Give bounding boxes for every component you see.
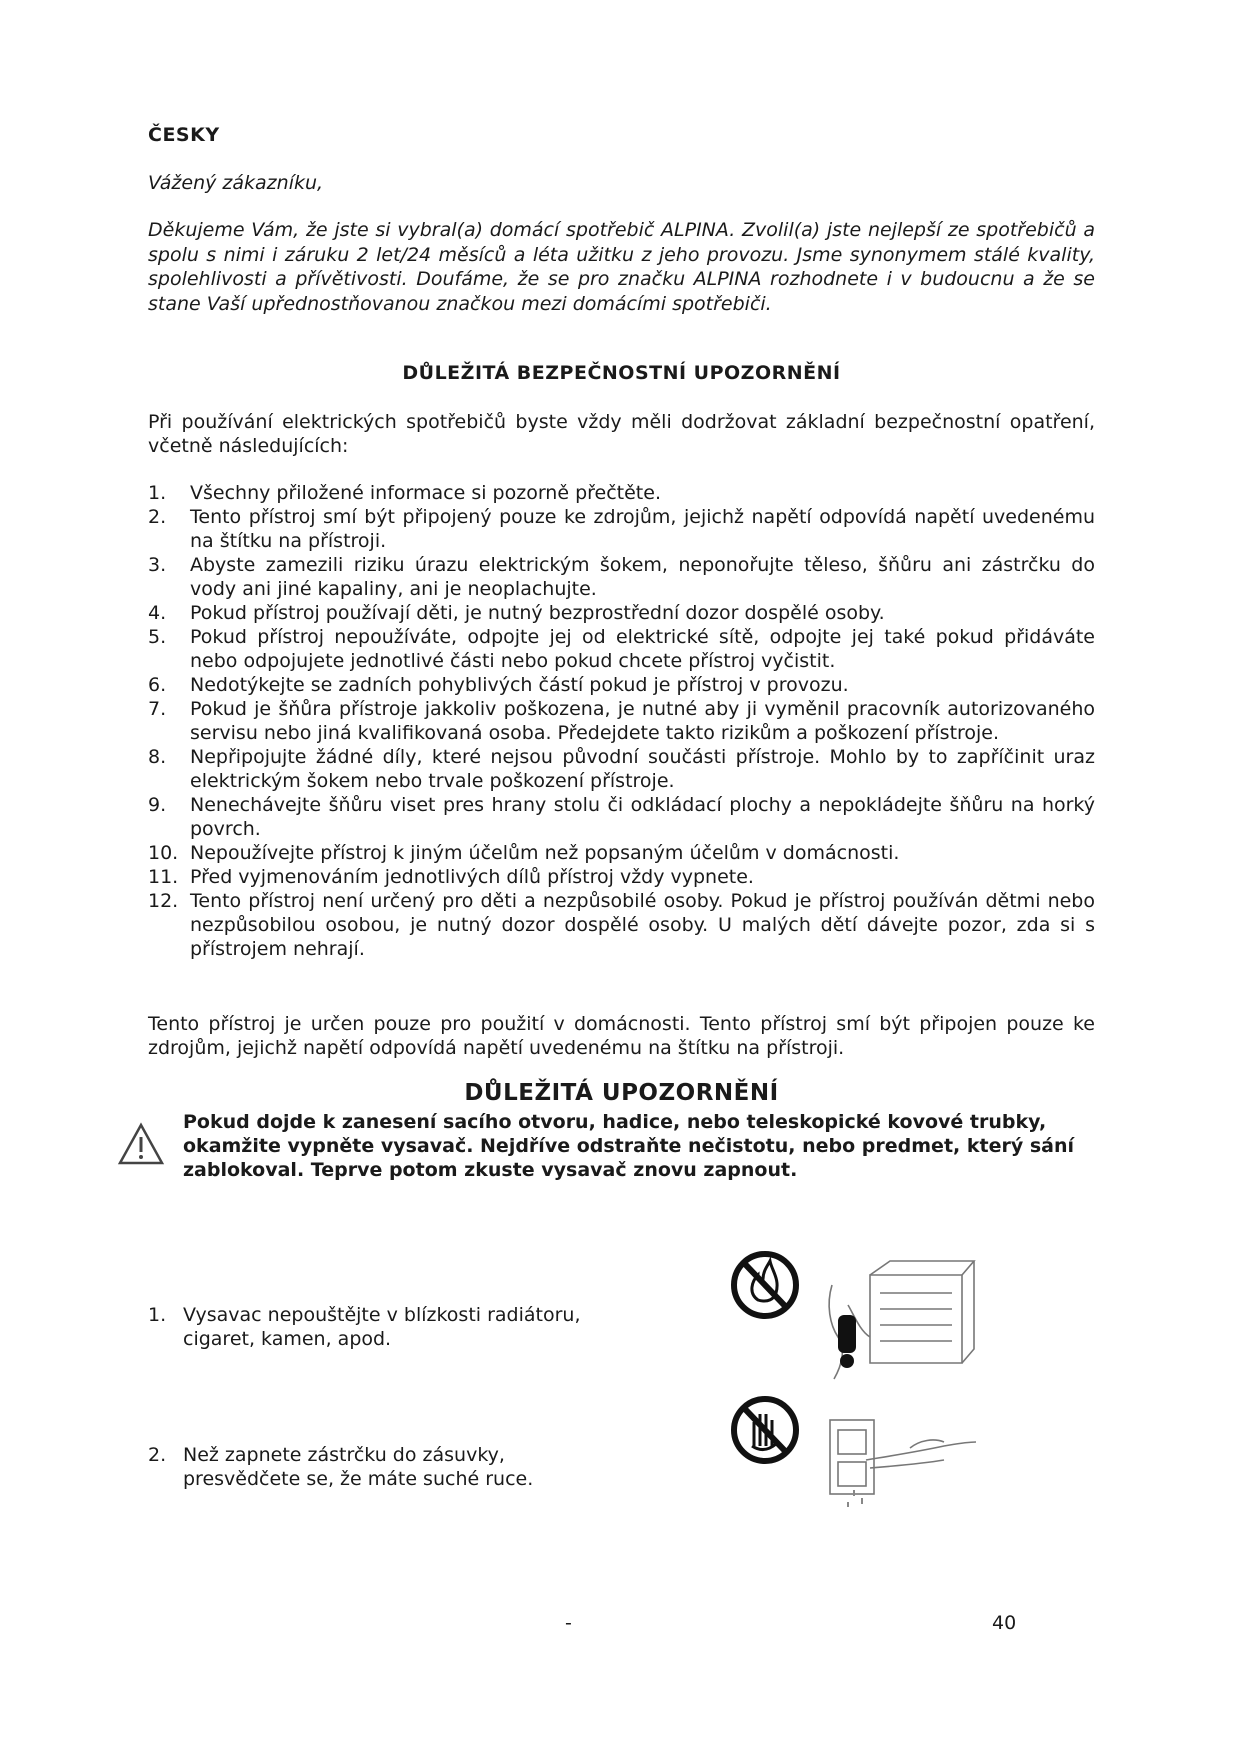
list-item-number: 9. xyxy=(148,794,167,816)
safety-lead: Při používání elektrických spotřebičů byste vždy měli dodržovat základní bezpečnostní opatření, včetně následujících: xyxy=(148,411,1095,457)
warning-text: Pokud dojde k zanesení sacího otvoru, hadice, nebo teleskopické kovové trubky, okamžite vypněte vysavač. Nejdříve odstraňte nečistotu, nebo predmet, který sání zablokoval. Teprve potom zkuste vysavač znovu zapnout. xyxy=(183,1111,1075,1181)
list-item xyxy=(148,673,1095,697)
list-item-text: Pokud přístroj nepoužíváte, odpojte jej od elektrické sítě, odpojte jej také pokud přidáváte nebo odpojujete jednotlivé části nebo pokud chcete přístroj vyčistit. xyxy=(190,626,1095,672)
list-item-text: Pokud je šňůra přístroje jakkoliv poškozena, je nutné aby ji vyměnil pracovník autorizovaného servisu nebo jiná kvalifikovaná osoba. Předejdete takto rizikům a poškození přístroje. xyxy=(190,698,1095,744)
list-item-number: 1. xyxy=(148,482,167,504)
list-item xyxy=(148,745,1095,793)
list-item-text: Tento přístroj smí být připojený pouze ke zdrojům, jejichž napětí odpovídá napětí uvedenému na štítku na přístroji. xyxy=(190,506,1095,552)
language-heading: ČESKY xyxy=(148,124,220,146)
vacuum-heater-illustration xyxy=(730,1245,980,1385)
list-item xyxy=(148,793,1095,841)
illustrated-item xyxy=(148,1303,628,1351)
footer-dash: - xyxy=(565,1612,572,1634)
list-item xyxy=(148,601,1095,625)
list-item-text: Vysavac nepouštějte v blízkosti radiátoru, cigaret, kamen, apod. xyxy=(183,1304,581,1350)
usage-note: Tento přístroj je určen pouze pro použití v domácnosti. Tento přístroj smí být připojen pouze ke zdrojům, jejichž napětí odpovídá napětí uvedenému na štítku na přístroji. xyxy=(148,1013,1095,1059)
list-item-text: Abyste zamezili riziku úrazu elektrickým šokem, neponořujte těleso, šňůru ani zástrčku do vody ani jiné kapaliny, ani je neoplachujte. xyxy=(190,554,1095,600)
illustrated-item xyxy=(148,1443,628,1491)
list-item xyxy=(148,865,1095,889)
list-item-text: Nepoužívejte přístroj k jiným účelům než popsaným účelům v domácnosti. xyxy=(190,842,900,864)
list-item-text: Než zapnete zástrčku do zásuvky, presvědčete se, že máte suché ruce. xyxy=(183,1444,534,1490)
list-item xyxy=(148,481,1095,505)
list-item-number: 3. xyxy=(148,554,167,576)
list-item-text: Nenechávejte šňůru viset pres hrany stolu či odkládací plochy a nepokládejte šňůru na horký povrch. xyxy=(190,794,1095,840)
list-item-number: 2. xyxy=(148,1444,167,1466)
list-item-number: 11. xyxy=(148,866,179,888)
list-item xyxy=(148,841,1095,865)
list-item xyxy=(148,889,1095,961)
list-item-number: 6. xyxy=(148,674,167,696)
list-item xyxy=(148,625,1095,673)
list-item xyxy=(148,697,1095,745)
list-item-number: 8. xyxy=(148,746,167,768)
list-item xyxy=(148,505,1095,553)
greeting: Vážený zákazníku, xyxy=(148,172,324,194)
list-item-number: 4. xyxy=(148,602,167,624)
list-item-text: Všechny přiložené informace si pozorně přečtěte. xyxy=(190,482,661,504)
safety-rules-list xyxy=(148,481,1095,961)
wet-hands-plug-illustration xyxy=(730,1390,980,1510)
list-item-text: Pokud přístroj používají děti, je nutný bezprostřední dozor dospělé osoby. xyxy=(190,602,885,624)
list-item-number: 1. xyxy=(148,1304,167,1326)
list-item-number: 7. xyxy=(148,698,167,720)
no-wet-hands-icon xyxy=(734,1399,796,1461)
list-item-text: Nedotýkejte se zadních pohyblivých částí pokud je přístroj v provozu. xyxy=(190,674,849,696)
list-item-text: Tento přístroj není určený pro děti a nezpůsobilé osoby. Pokud je přístroj používán dětmi nebo nezpůsobilou osobou, je nutný dozor dospělé osoby. U malých dětí dávejte pozor, zda si s přístrojem nehrají. xyxy=(190,890,1095,960)
no-fire-icon xyxy=(734,1254,796,1316)
list-item-text: Před vyjmenováním jednotlivých dílů přístroj vždy vypnete. xyxy=(190,866,754,888)
warning-triangle-icon xyxy=(117,1122,165,1166)
list-item-number: 10. xyxy=(148,842,179,864)
list-item-number: 12. xyxy=(148,890,179,912)
warning-heading: DŮLEŽITÁ UPOZORNĚNÍ xyxy=(464,1080,779,1106)
list-item-number: 2. xyxy=(148,506,167,528)
page-number: 40 xyxy=(992,1612,1017,1634)
intro-paragraph: Děkujeme Vám, že jste si vybral(a) domácí spotřebič ALPINA. Zvolil(a) jste nejlepší ze spotřebičů a spolu s nimi i záruku 2 let/24 měsíců a léta užitku z jeho provozu. Jsme synonymem stálé kvality, spolehlivosti a přívětivosti. Doufáme, že se pro značku ALPINA rozhodnete i v budoucnu a že se stane Vaší upřednostňovanou značkou mezi domácími spotřebiči. xyxy=(148,219,1095,315)
list-item-number: 5. xyxy=(148,626,167,648)
list-item-text: Nepřipojujte žádné díly, které nejsou původní součásti přístroje. Mohlo by to zapříčinit uraz elektrickým šokem nebo trvale poškození přístroje. xyxy=(190,746,1095,792)
safety-heading: DŮLEŽITÁ BEZPEČNOSTNÍ UPOZORNĚNÍ xyxy=(402,362,841,384)
list-item xyxy=(148,553,1095,601)
